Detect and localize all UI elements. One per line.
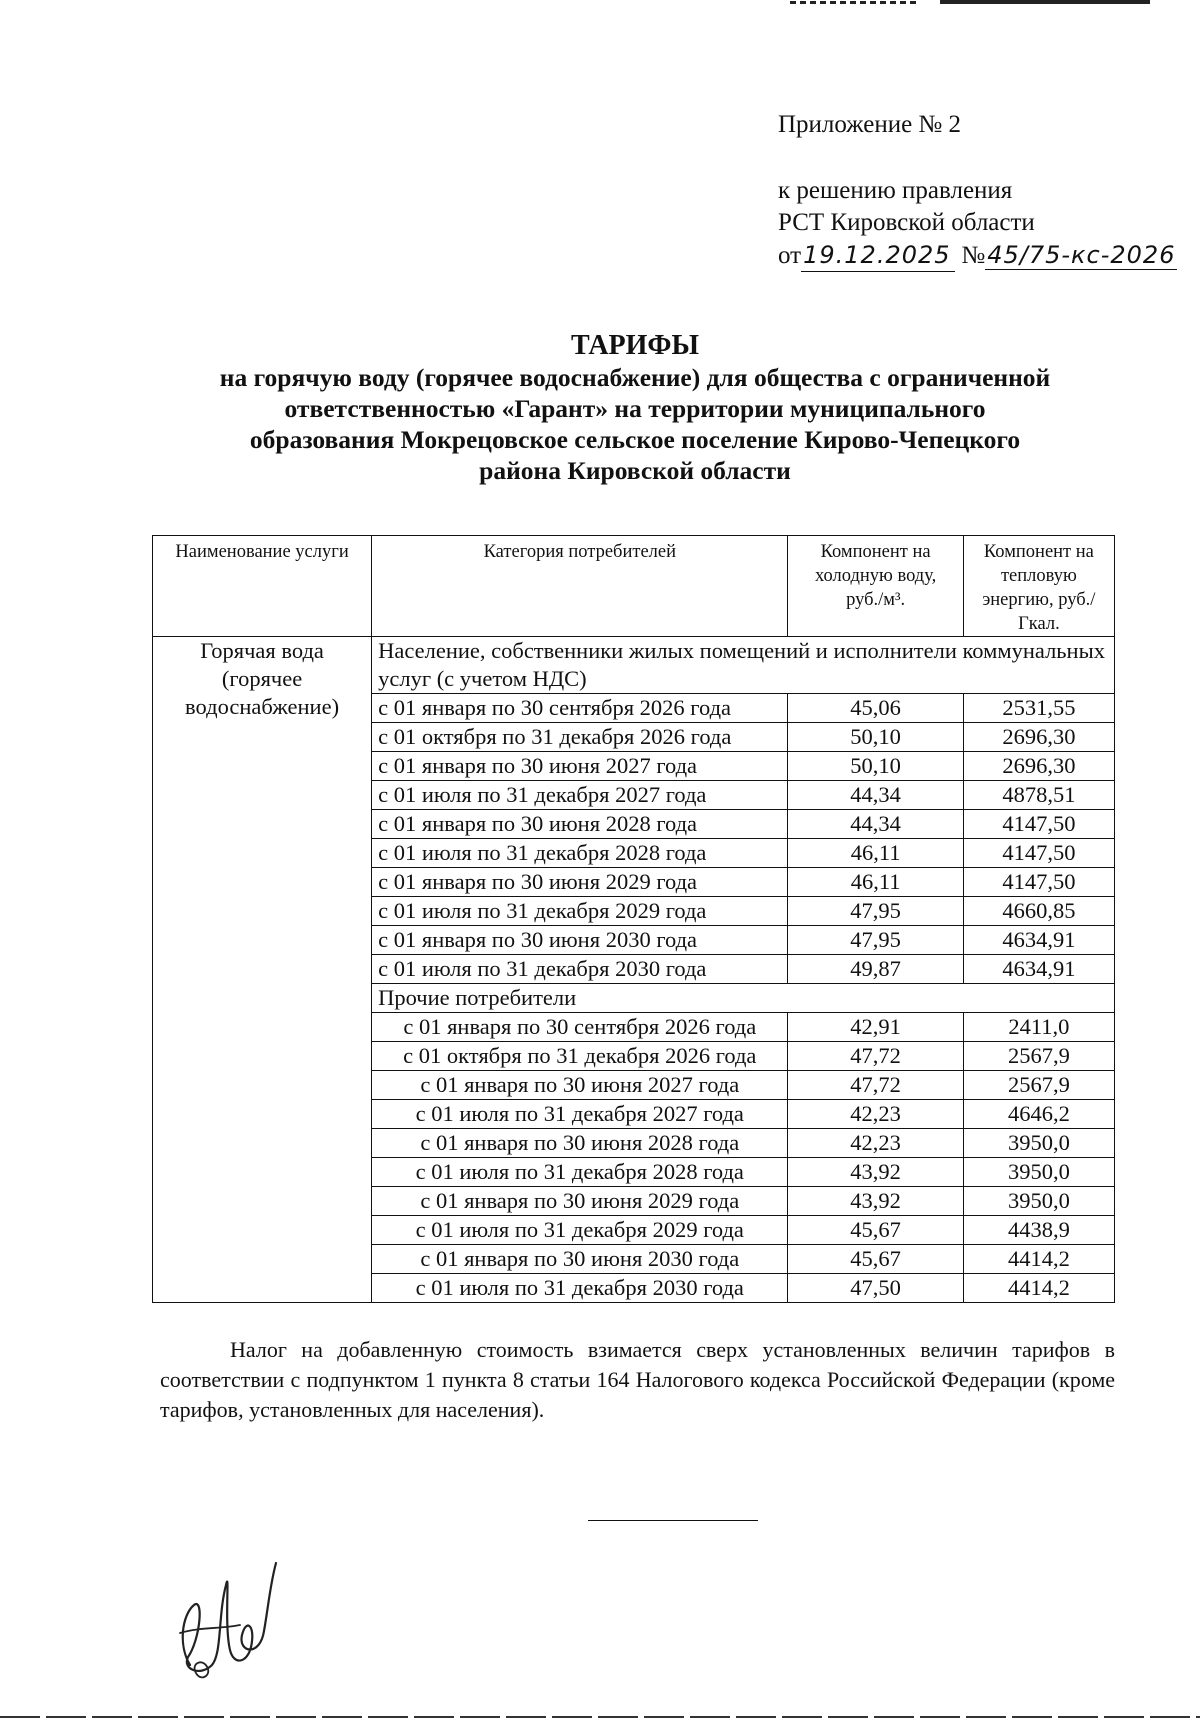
- document-title: [120, 330, 1150, 486]
- cold-value-cell: 50,10: [788, 752, 963, 781]
- heat-value-cell: 4414,2: [963, 1245, 1114, 1274]
- heat-value-cell: 4646,2: [963, 1100, 1114, 1129]
- number-prefix: №: [961, 242, 986, 269]
- appendix-number: Приложение № 2: [778, 111, 962, 138]
- scan-mark-solid: [940, 0, 1150, 4]
- period-cell: с 01 января по 30 июня 2027 года: [372, 752, 788, 781]
- title-main: ТАРИФЫ: [571, 330, 699, 361]
- category-cell: Население, собственники жилых помещений и исполнители коммунальных услуг (с учетом НДС): [372, 637, 1115, 694]
- cold-value-cell: 46,11: [788, 839, 963, 868]
- heat-value-cell: 4878,51: [963, 781, 1114, 810]
- heat-value-cell: 3950,0: [963, 1129, 1114, 1158]
- period-cell: с 01 января по 30 сентября 2026 года: [372, 694, 788, 723]
- cold-value-cell: 47,95: [788, 926, 963, 955]
- cold-value-cell: 47,72: [788, 1071, 963, 1100]
- period-cell: с 01 октября по 31 декабря 2026 года: [372, 723, 788, 752]
- cold-value-cell: 50,10: [788, 723, 963, 752]
- period-cell: с 01 января по 30 июня 2029 года: [372, 1187, 788, 1216]
- decision-reference: [778, 175, 1177, 272]
- heat-value-cell: 3950,0: [963, 1158, 1114, 1187]
- header-category: Категория потребителей: [372, 536, 788, 637]
- category-cell: Прочие потребители: [372, 984, 1115, 1013]
- cold-value-cell: 43,92: [788, 1187, 963, 1216]
- decision-date-line: [778, 239, 1177, 272]
- date-prefix: от: [778, 242, 802, 269]
- period-cell: с 01 июля по 31 декабря 2030 года: [372, 955, 788, 984]
- period-cell: с 01 июля по 31 декабря 2029 года: [372, 1216, 788, 1245]
- cold-value-cell: 45,06: [788, 694, 963, 723]
- header-cold: Компонент на холодную воду, руб./м³.: [788, 536, 963, 637]
- scan-bottom-edge: [0, 1716, 1200, 1718]
- title-line-2: ответственностью «Гарант» на территории муниципального: [284, 394, 986, 423]
- heat-value-cell: 4634,91: [963, 926, 1114, 955]
- period-cell: с 01 июля по 31 декабря 2027 года: [372, 1100, 788, 1129]
- period-cell: с 01 июля по 31 декабря 2030 года: [372, 1274, 788, 1303]
- period-cell: с 01 июля по 31 декабря 2028 года: [372, 839, 788, 868]
- category-row: [153, 637, 1115, 694]
- cold-value-cell: 44,34: [788, 810, 963, 839]
- period-cell: с 01 июля по 31 декабря 2029 года: [372, 897, 788, 926]
- cold-value-cell: 44,34: [788, 781, 963, 810]
- period-cell: с 01 января по 30 июня 2028 года: [372, 810, 788, 839]
- title-line-4: района Кировской области: [479, 456, 791, 485]
- period-cell: с 01 января по 30 июня 2027 года: [372, 1071, 788, 1100]
- heat-value-cell: 4147,50: [963, 839, 1114, 868]
- period-cell: с 01 января по 30 июня 2028 года: [372, 1129, 788, 1158]
- scan-mark-dashed: [790, 1, 920, 4]
- period-cell: с 01 января по 30 июня 2029 года: [372, 868, 788, 897]
- vat-note: Налог на добавленную стоимость взимается сверх установленных величин тарифов в соответствии с подпунктом 1 пункта 8 статьи 164 Налогового кодекса Российской Федерации (кроме тарифов, установленных для населения).: [160, 1337, 1115, 1422]
- cold-value-cell: 46,11: [788, 868, 963, 897]
- period-cell: с 01 июля по 31 декабря 2027 года: [372, 781, 788, 810]
- heat-value-cell: 2696,30: [963, 723, 1114, 752]
- table-header-row: [153, 536, 1115, 637]
- heat-value-cell: 4147,50: [963, 868, 1114, 897]
- heat-value-cell: 3950,0: [963, 1187, 1114, 1216]
- decision-line-1: к решению правления: [778, 177, 1013, 204]
- title-line-1: на горячую воду (горячее водоснабжение) для общества с ограниченной: [219, 363, 1051, 392]
- cold-value-cell: 47,50: [788, 1274, 963, 1303]
- cold-value-cell: 43,92: [788, 1158, 963, 1187]
- period-cell: с 01 января по 30 июня 2030 года: [372, 926, 788, 955]
- heat-value-cell: 2531,55: [963, 694, 1114, 723]
- handwritten-date: 19.12.2025: [801, 239, 955, 272]
- header-heat: Компонент на тепловую энергию, руб./Гкал.: [963, 536, 1114, 637]
- period-cell: с 01 июля по 31 декабря 2028 года: [372, 1158, 788, 1187]
- heat-value-cell: 2567,9: [963, 1042, 1114, 1071]
- heat-value-cell: 2411,0: [963, 1013, 1114, 1042]
- handwritten-number: 45/75-кс-2026: [987, 241, 1176, 269]
- cold-value-cell: 45,67: [788, 1245, 963, 1274]
- heat-value-cell: 4414,2: [963, 1274, 1114, 1303]
- heat-value-cell: 4438,9: [963, 1216, 1114, 1245]
- service-name-cell: Горячая вода (горячее водоснабжение): [153, 637, 372, 1303]
- tariff-table: [152, 535, 1115, 1303]
- cold-value-cell: 42,23: [788, 1129, 963, 1158]
- period-cell: с 01 января по 30 сентября 2026 года: [372, 1013, 788, 1042]
- heat-value-cell: 4634,91: [963, 955, 1114, 984]
- cold-value-cell: 42,91: [788, 1013, 963, 1042]
- cold-value-cell: 47,95: [788, 897, 963, 926]
- heat-value-cell: 4147,50: [963, 810, 1114, 839]
- cold-value-cell: 42,23: [788, 1100, 963, 1129]
- heat-value-cell: 4660,85: [963, 897, 1114, 926]
- end-divider: [588, 1520, 758, 1521]
- heat-value-cell: 2696,30: [963, 752, 1114, 781]
- decision-line-2: РСТ Кировской области: [778, 209, 1035, 236]
- cold-value-cell: 45,67: [788, 1216, 963, 1245]
- signature-image: [160, 1545, 290, 1685]
- title-line-3: образования Мокрецовское сельское поселение Кирово-Чепецкого: [249, 425, 1021, 454]
- heat-value-cell: 2567,9: [963, 1071, 1114, 1100]
- cold-value-cell: 49,87: [788, 955, 963, 984]
- period-cell: с 01 января по 30 июня 2030 года: [372, 1245, 788, 1274]
- period-cell: с 01 октября по 31 декабря 2026 года: [372, 1042, 788, 1071]
- scan-top-marks: [790, 0, 1150, 6]
- cold-value-cell: 47,72: [788, 1042, 963, 1071]
- header-service: Наименование услуги: [153, 536, 372, 637]
- table-body: [153, 637, 1115, 1303]
